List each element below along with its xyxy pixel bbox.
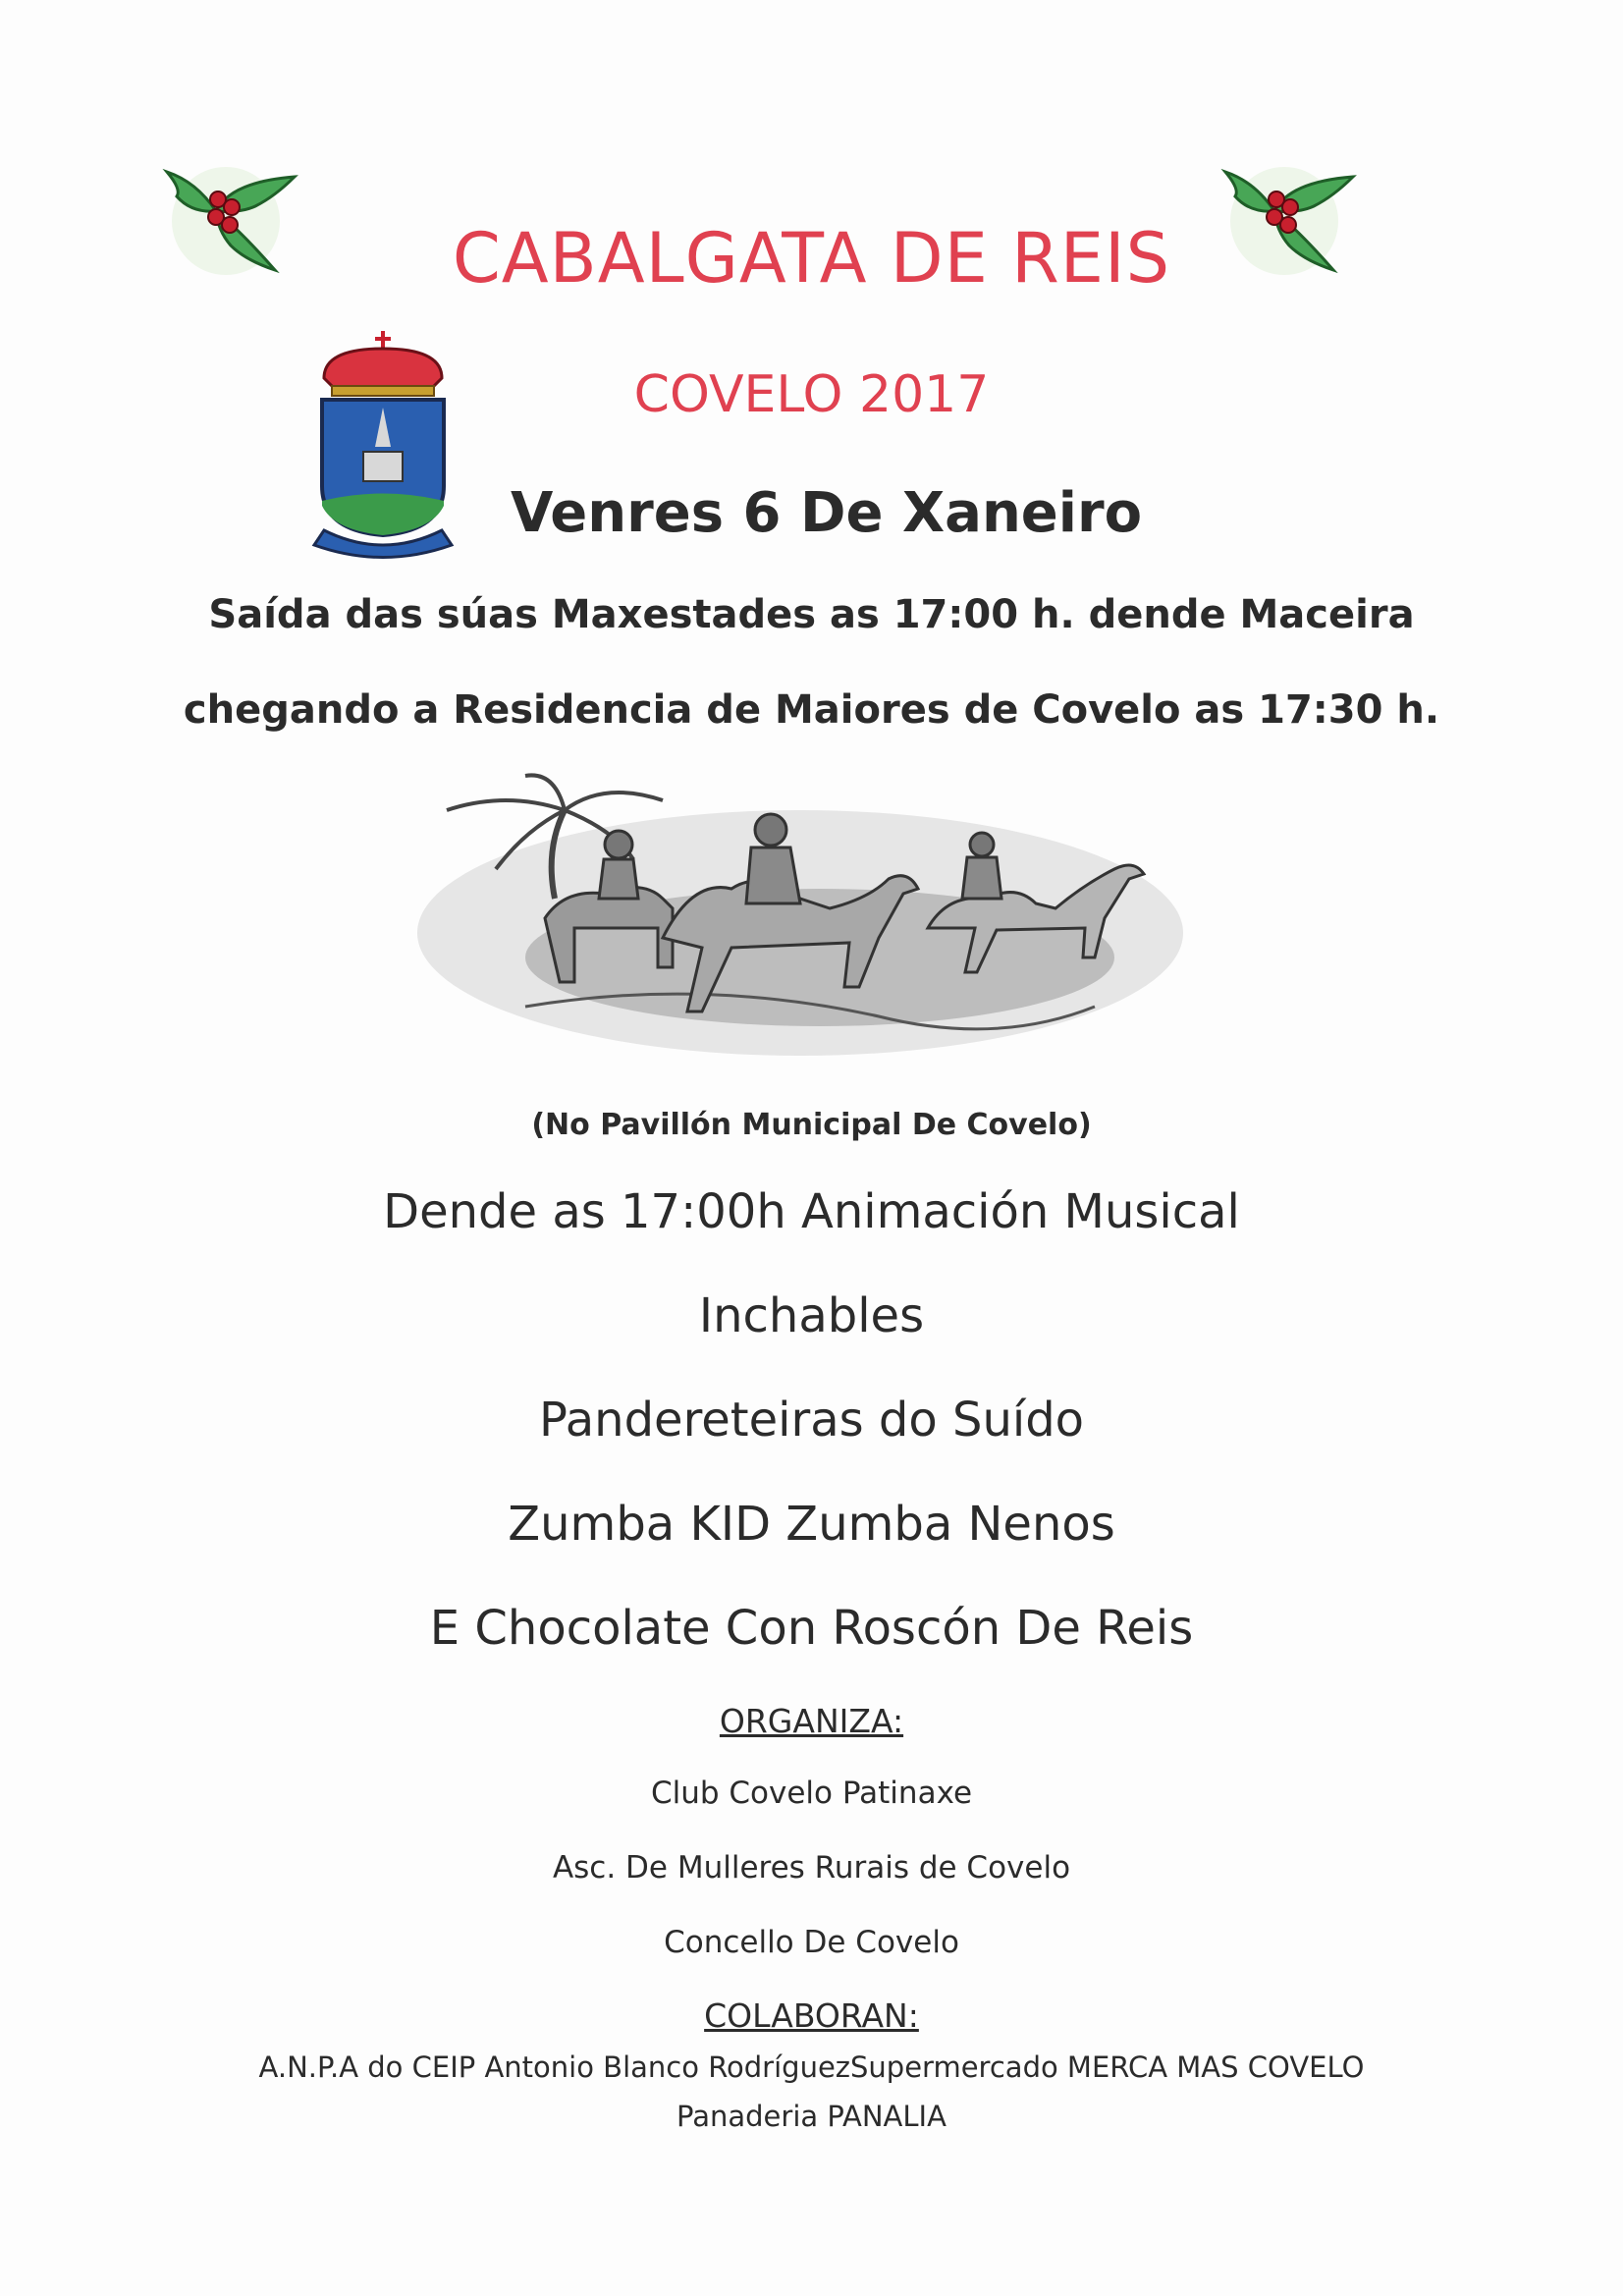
event-year: COVELO 2017	[633, 365, 990, 424]
collaborators-heading: COLABORAN:	[704, 1996, 919, 2035]
organizer-item: Club Covelo Patinaxe	[650, 1776, 973, 1811]
three-kings-camels-illustration	[407, 771, 1198, 1066]
activity-item: Pandereteiras do Suído	[538, 1393, 1085, 1448]
departure-line-2: chegando a Residencia de Maiores de Covelo as 17:30 h.	[183, 687, 1440, 733]
activity-item: E Chocolate Con Roscón De Reis	[429, 1601, 1194, 1656]
organizer-item: Asc. De Mulleres Rurais de Covelo	[552, 1850, 1071, 1886]
organizers-heading: ORGANIZA:	[719, 1702, 904, 1740]
venue-note: (No Pavillón Municipal De Covelo)	[531, 1108, 1092, 1142]
collaborators-line-1: A.N.P.A do CEIP Antonio Blanco RodríguezSupermercado MERCA MAS COVELO	[258, 2050, 1365, 2084]
event-date: Venres 6 De Xaneiro	[511, 481, 1143, 545]
coat-of-arms-icon	[304, 329, 461, 560]
activity-item: Zumba KID Zumba Nenos	[508, 1497, 1115, 1552]
organizer-item: Concello De Covelo	[664, 1925, 959, 1960]
collaborators-line-2: Panaderia PANALIA	[676, 2100, 947, 2133]
activity-item: Dende as 17:00h Animación Musical	[383, 1184, 1240, 1239]
departure-line-1: Saída das súas Maxestades as 17:00 h. dende Maceira	[208, 592, 1415, 637]
page-title: CABALGATA DE REIS	[452, 218, 1171, 299]
activity-item: Inchables	[698, 1288, 925, 1343]
